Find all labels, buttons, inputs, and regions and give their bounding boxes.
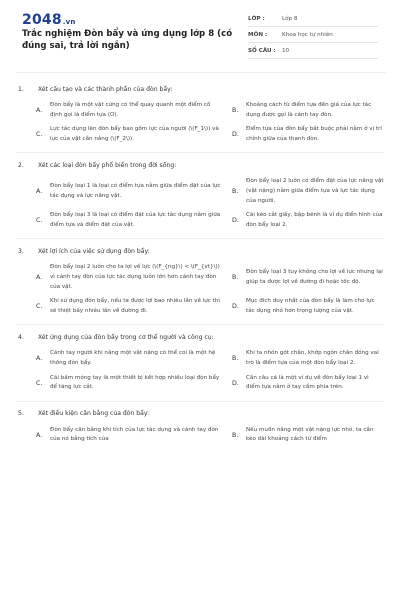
answer-option[interactable]: [232, 349, 392, 368]
question-text: Xét lợi ích của việc sử dụng đòn bẩy:: [38, 247, 150, 255]
answer-option[interactable]: [36, 211, 232, 230]
question-divider: [16, 238, 384, 239]
option-text: Đòn bẩy là một vật cứng có thể quay quanh một điểm cố định gọi là điểm tựa (O).: [50, 102, 211, 118]
answer-option[interactable]: [36, 125, 232, 144]
question-list: [0, 77, 400, 445]
question-text: Xét điều kiện cân bằng của đòn bẩy:: [38, 410, 150, 418]
option-grid: [36, 177, 400, 230]
option-text: Cái bấm móng tay là một thiết bị kết hợp nhiều loại đòn bẩy để tăng lực cắt.: [50, 374, 220, 391]
question-number: 5.: [18, 410, 24, 418]
answer-option[interactable]: [36, 263, 232, 292]
answer-option[interactable]: [232, 211, 392, 230]
question-text: Xét các loại đòn bẩy phổ biến trong đời sống:: [38, 161, 177, 169]
answer-option[interactable]: [232, 263, 392, 292]
answer-option[interactable]: [36, 297, 232, 316]
meta-value: Khoa học tự nhiên: [282, 31, 333, 38]
page-title: Trắc nghiệm Đòn bẩy và ứng dụng lớp 8 (có đúng sai, trả lời ngắn): [22, 29, 233, 51]
question-number: 1.: [18, 85, 24, 93]
answer-option[interactable]: [36, 177, 232, 206]
option-key: A.: [36, 274, 43, 282]
option-text: Đòn bẩy cân bằng khi tích của lực tác dụng và cánh tay đòn của nó bằng tích của: [50, 426, 219, 443]
page-header: [0, 0, 400, 72]
option-key: A.: [36, 355, 43, 363]
option-text: Khi sử dụng đòn bẩy, nếu ta được lợi bao nhiêu lần về lực thì sẽ thiệt bấy nhiêu lần về đường đi.: [50, 298, 220, 314]
answer-option[interactable]: [36, 374, 232, 393]
option-key: D.: [232, 217, 239, 225]
question-divider: [16, 401, 384, 402]
option-text: Điểm tựa của đòn bẩy bắt buộc phải nằm ở vị trí chính giữa của thanh đòn.: [246, 126, 382, 142]
logo-suffix: .vn: [62, 18, 76, 26]
option-grid: [36, 426, 400, 445]
meta-row-count: [248, 43, 378, 59]
question-header: [0, 244, 400, 258]
meta-label: LỚP :: [248, 15, 265, 22]
site-logo[interactable]: [22, 12, 76, 28]
option-key: A.: [36, 431, 43, 439]
question-header: [0, 82, 400, 96]
option-key: B.: [232, 355, 239, 363]
option-text: Đòn bẩy loại 1 là loại có điểm tựa nằm giữa điểm đặt của lực tác dụng và lực nâng vật.: [50, 183, 221, 199]
option-text: Khoảng cách từ điểm tựa đến giá của lực tác dụng được gọi là cánh tay đòn.: [246, 102, 372, 118]
option-text: Mục đích duy nhất của đòn bẩy là làm cho lực tác dụng nhỏ hơn trọng lượng của vật.: [246, 298, 375, 314]
option-text: Đòn bẩy loại 3 là loại có điểm đặt của lực tác dụng nằm giữa điểm tựa và điểm đặt của vật.: [50, 212, 221, 228]
answer-option[interactable]: [232, 297, 392, 316]
option-text: Cánh tay người khi nâng một vật nặng có thể coi là một hệ thống đòn bẩy.: [50, 350, 216, 366]
option-grid: [36, 101, 400, 144]
question-item: [0, 82, 400, 153]
meta-label: MÔN :: [248, 31, 268, 38]
option-text: Cái kéo cắt giấy, bập bênh là ví dụ điển hình của đòn bẩy loại 2.: [246, 212, 383, 228]
answer-option[interactable]: [36, 426, 232, 445]
answer-option[interactable]: [232, 426, 392, 445]
option-grid: [36, 263, 400, 316]
option-key: C.: [36, 379, 43, 387]
option-text: Lực tác dụng lên đòn bẩy bao gồm lực của người (\(F_1\)) và lực của vật cần nâng (\(F_2\)).: [50, 126, 219, 142]
option-text: Nếu muốn nâng một vật nặng lực nhỏ, ta cần kéo dài khoảng cách từ điểm: [246, 426, 374, 443]
answer-option[interactable]: [232, 374, 392, 393]
question-item: [0, 330, 400, 401]
option-key: C.: [36, 303, 43, 311]
answer-option[interactable]: [232, 125, 392, 144]
option-key: B.: [232, 431, 239, 439]
meta-row-class: [248, 11, 378, 27]
question-header: [0, 407, 400, 421]
logo-text: 2048: [22, 12, 62, 28]
meta-value: Lớp 8: [282, 15, 298, 22]
question-item: [0, 158, 400, 239]
answer-option[interactable]: [36, 101, 232, 120]
option-key: A.: [36, 107, 43, 115]
answer-option[interactable]: [232, 101, 392, 120]
option-key: D.: [232, 379, 239, 387]
question-item: [0, 407, 400, 445]
option-text: Đòn bẩy loại 3 tuy không cho lợi về lực nhưng lại giúp ta được lợi về đường đi hoặc tốc độ.: [246, 269, 383, 285]
answer-option[interactable]: [36, 349, 232, 368]
option-text: Khi ta nhón gót chân, khớp ngón chân đóng vai trò là điểm tựa của một đòn bẩy loại 2.: [246, 350, 379, 366]
header-divider: [16, 72, 386, 73]
question-text: Xét cấu tạo và các thành phần của đòn bẩy:: [38, 85, 173, 93]
option-text: Đòn bẩy loại 2 luôn cho ta lợi về lực (\(F_{ng}\) < \(F_{vt}\)) vì cánh tay đòn của lực tác dụng luôn lớn hơn cánh tay đòn của vật.: [50, 264, 220, 290]
option-key: A.: [36, 188, 43, 196]
question-header: [0, 330, 400, 344]
option-key: B.: [232, 274, 239, 282]
quiz-meta: [248, 11, 378, 59]
question-number: 4.: [18, 333, 24, 341]
question-divider: [16, 324, 384, 325]
option-key: C.: [36, 131, 43, 139]
option-key: D.: [232, 303, 239, 311]
option-grid: [36, 349, 400, 392]
meta-label: SỐ CÂU :: [248, 47, 276, 54]
option-text: Đòn bẩy loại 2 luôn có điểm đặt của lực nâng vật (vật nặng) nằm giữa điểm tựa và lực tác dụng của người.: [246, 178, 384, 204]
meta-row-subject: [248, 27, 378, 43]
question-divider: [16, 152, 384, 153]
option-key: B.: [232, 107, 239, 115]
answer-option[interactable]: [232, 177, 392, 206]
question-header: [0, 158, 400, 172]
option-key: B.: [232, 188, 239, 196]
question-number: 3.: [18, 247, 24, 255]
option-key: C.: [36, 217, 43, 225]
question-item: [0, 244, 400, 325]
option-text: Cần câu cá là một ví dụ về đòn bẩy loại 1 vì điểm tựa nằm ở tay cầm phía trên.: [246, 374, 369, 391]
option-key: D.: [232, 131, 239, 139]
meta-value: 10: [282, 47, 290, 54]
question-text: Xét ứng dụng của đòn bẩy trong cơ thể người và công cụ:: [38, 333, 214, 341]
question-number: 2.: [18, 161, 24, 169]
